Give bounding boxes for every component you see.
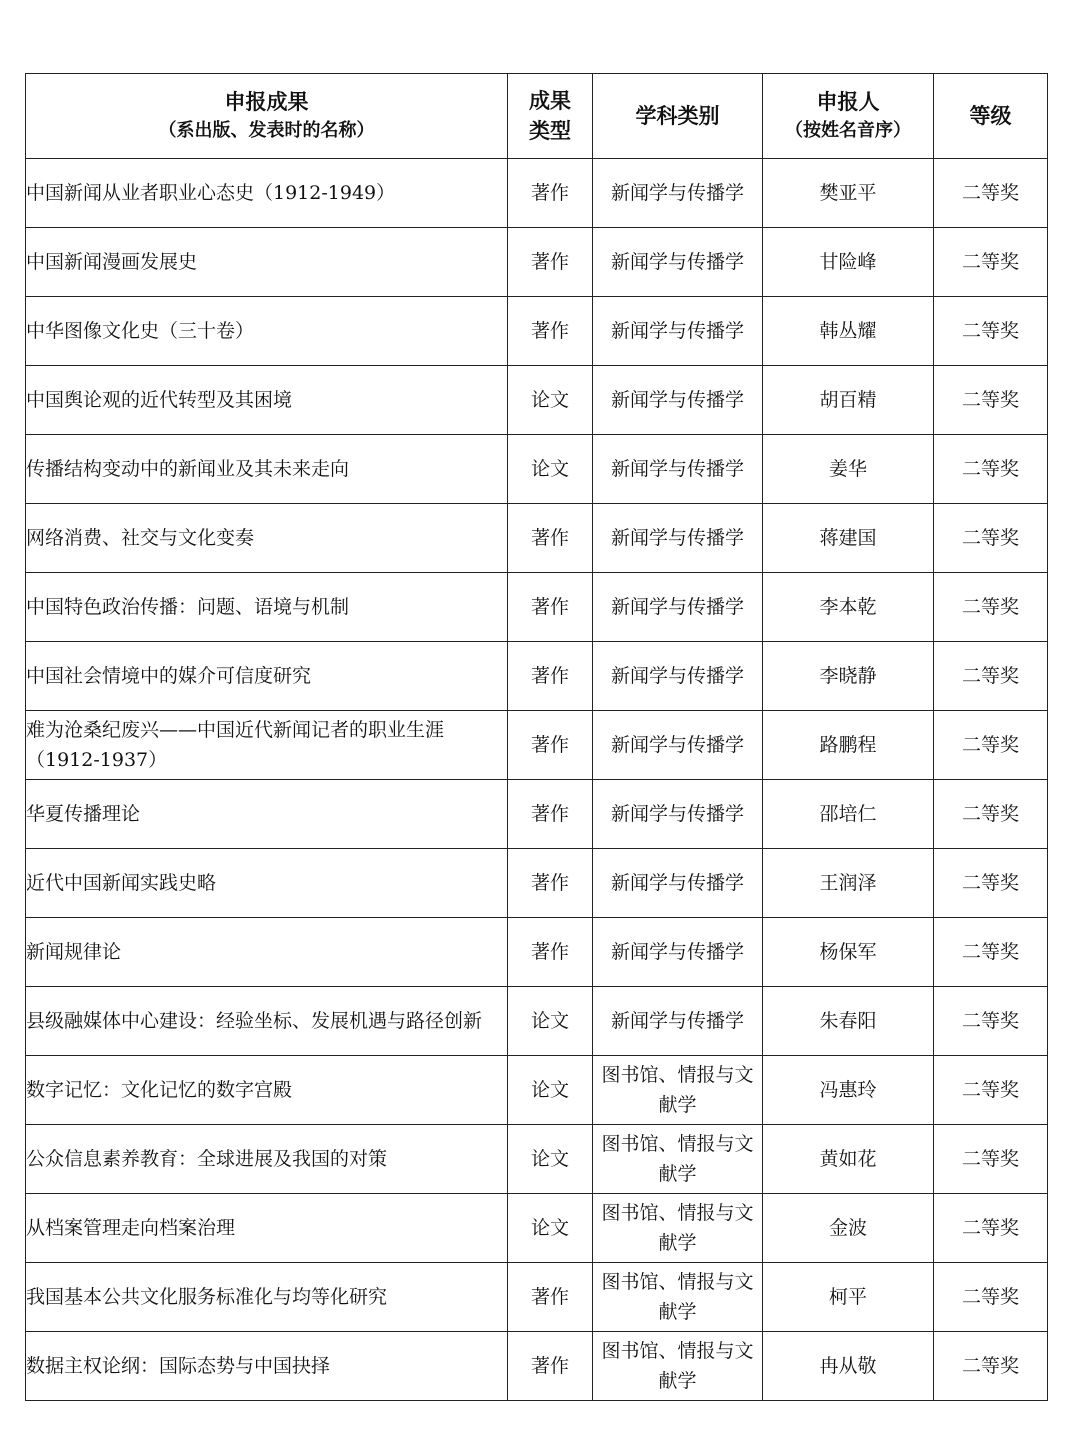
cell-title: 中国新闻漫画发展史 xyxy=(26,228,508,297)
cell-subject: 新闻学与传播学 xyxy=(593,297,763,366)
cell-type: 论文 xyxy=(508,1056,593,1125)
cell-title: 网络消费、社交与文化变奏 xyxy=(26,504,508,573)
cell-title: 公众信息素养教育：全球进展及我国的对策 xyxy=(26,1125,508,1194)
cell-type: 论文 xyxy=(508,1125,593,1194)
header-applicant-main: 申报人 xyxy=(816,90,880,114)
cell-type: 著作 xyxy=(508,642,593,711)
cell-subject: 新闻学与传播学 xyxy=(593,987,763,1056)
cell-type: 论文 xyxy=(508,1194,593,1263)
cell-title: 我国基本公共文化服务标准化与均等化研究 xyxy=(26,1263,508,1332)
cell-title: 数据主权论纲：国际态势与中国抉择 xyxy=(26,1332,508,1401)
cell-applicant: 樊亚平 xyxy=(763,159,934,228)
cell-applicant: 冉从敬 xyxy=(763,1332,934,1401)
table-row xyxy=(26,987,1048,1056)
cell-applicant: 朱春阳 xyxy=(763,987,934,1056)
cell-subject: 新闻学与传播学 xyxy=(593,918,763,987)
cell-grade: 二等奖 xyxy=(934,1194,1048,1263)
cell-title: 从档案管理走向档案治理 xyxy=(26,1194,508,1263)
cell-type: 著作 xyxy=(508,711,593,780)
cell-subject: 新闻学与传播学 xyxy=(593,159,763,228)
cell-subject: 图书馆、情报与文献学 xyxy=(593,1263,763,1332)
cell-applicant: 胡百精 xyxy=(763,366,934,435)
header-achievement-main: 申报成果 xyxy=(224,90,309,114)
cell-subject: 新闻学与传播学 xyxy=(593,711,763,780)
cell-title: 新闻规律论 xyxy=(26,918,508,987)
cell-title: 中国新闻从业者职业心态史（1912-1949） xyxy=(26,159,508,228)
cell-grade: 二等奖 xyxy=(934,228,1048,297)
cell-subject: 新闻学与传播学 xyxy=(593,504,763,573)
cell-type: 著作 xyxy=(508,504,593,573)
cell-applicant: 杨保军 xyxy=(763,918,934,987)
cell-title: 中国特色政治传播：问题、语境与机制 xyxy=(26,573,508,642)
cell-applicant: 王润泽 xyxy=(763,849,934,918)
cell-title: 华夏传播理论 xyxy=(26,780,508,849)
table-row xyxy=(26,711,1048,780)
cell-applicant: 韩丛耀 xyxy=(763,297,934,366)
table-row xyxy=(26,642,1048,711)
table-row xyxy=(26,780,1048,849)
cell-type: 著作 xyxy=(508,573,593,642)
cell-title: 中国舆论观的近代转型及其困境 xyxy=(26,366,508,435)
header-achievement-sub: （系出版、发表时的名称） xyxy=(158,120,375,141)
cell-type: 论文 xyxy=(508,987,593,1056)
table-row xyxy=(26,1194,1048,1263)
header-applicant xyxy=(763,74,934,159)
cell-grade: 二等奖 xyxy=(934,297,1048,366)
table-row xyxy=(26,918,1048,987)
cell-type: 著作 xyxy=(508,780,593,849)
cell-grade: 二等奖 xyxy=(934,159,1048,228)
table-row xyxy=(26,297,1048,366)
cell-type: 著作 xyxy=(508,1263,593,1332)
cell-grade: 二等奖 xyxy=(934,780,1048,849)
cell-applicant: 李本乾 xyxy=(763,573,934,642)
cell-title: 难为沧桑纪废兴——中国近代新闻记者的职业生涯（1912-1937） xyxy=(26,711,508,780)
cell-grade: 二等奖 xyxy=(934,1125,1048,1194)
cell-subject: 新闻学与传播学 xyxy=(593,642,763,711)
table-row xyxy=(26,366,1048,435)
cell-grade: 二等奖 xyxy=(934,1332,1048,1401)
cell-subject: 新闻学与传播学 xyxy=(593,573,763,642)
cell-type: 著作 xyxy=(508,1332,593,1401)
cell-grade: 二等奖 xyxy=(934,918,1048,987)
cell-applicant: 冯惠玲 xyxy=(763,1056,934,1125)
cell-subject: 新闻学与传播学 xyxy=(593,849,763,918)
cell-grade: 二等奖 xyxy=(934,1263,1048,1332)
table-row xyxy=(26,1125,1048,1194)
cell-title: 传播结构变动中的新闻业及其未来走向 xyxy=(26,435,508,504)
table-row xyxy=(26,849,1048,918)
cell-applicant: 柯平 xyxy=(763,1263,934,1332)
cell-subject: 图书馆、情报与文献学 xyxy=(593,1194,763,1263)
cell-subject: 图书馆、情报与文献学 xyxy=(593,1056,763,1125)
header-type xyxy=(508,74,593,159)
cell-grade: 二等奖 xyxy=(934,504,1048,573)
cell-title: 数字记忆：文化记忆的数字宫殿 xyxy=(26,1056,508,1125)
cell-title: 近代中国新闻实践史略 xyxy=(26,849,508,918)
cell-grade: 二等奖 xyxy=(934,642,1048,711)
cell-grade: 二等奖 xyxy=(934,849,1048,918)
cell-grade: 二等奖 xyxy=(934,366,1048,435)
cell-subject: 新闻学与传播学 xyxy=(593,780,763,849)
cell-title: 中华图像文化史（三十卷） xyxy=(26,297,508,366)
table-row xyxy=(26,504,1048,573)
cell-grade: 二等奖 xyxy=(934,573,1048,642)
cell-grade: 二等奖 xyxy=(934,435,1048,504)
header-achievement xyxy=(26,74,508,159)
cell-type: 著作 xyxy=(508,159,593,228)
cell-subject: 图书馆、情报与文献学 xyxy=(593,1332,763,1401)
cell-type: 著作 xyxy=(508,849,593,918)
cell-applicant: 邵培仁 xyxy=(763,780,934,849)
cell-applicant: 黄如花 xyxy=(763,1125,934,1194)
cell-title: 县级融媒体中心建设：经验坐标、发展机遇与路径创新 xyxy=(26,987,508,1056)
header-type-line2: 类型 xyxy=(529,119,571,143)
cell-type: 论文 xyxy=(508,366,593,435)
cell-grade: 二等奖 xyxy=(934,1056,1048,1125)
cell-applicant: 蒋建国 xyxy=(763,504,934,573)
cell-applicant: 甘险峰 xyxy=(763,228,934,297)
cell-grade: 二等奖 xyxy=(934,711,1048,780)
cell-subject: 新闻学与传播学 xyxy=(593,435,763,504)
cell-subject: 图书馆、情报与文献学 xyxy=(593,1125,763,1194)
cell-applicant: 金波 xyxy=(763,1194,934,1263)
cell-applicant: 路鹏程 xyxy=(763,711,934,780)
table-row xyxy=(26,1332,1048,1401)
cell-type: 著作 xyxy=(508,297,593,366)
cell-title: 中国社会情境中的媒介可信度研究 xyxy=(26,642,508,711)
cell-type: 著作 xyxy=(508,918,593,987)
header-type-line1: 成果 xyxy=(529,89,571,113)
table-row xyxy=(26,228,1048,297)
cell-applicant: 李晓静 xyxy=(763,642,934,711)
header-grade: 等级 xyxy=(934,74,1048,159)
table-row xyxy=(26,1263,1048,1332)
cell-subject: 新闻学与传播学 xyxy=(593,228,763,297)
header-subject: 学科类别 xyxy=(593,74,763,159)
awards-table xyxy=(25,73,1048,1401)
cell-grade: 二等奖 xyxy=(934,987,1048,1056)
table-header xyxy=(26,74,1048,159)
cell-subject: 新闻学与传播学 xyxy=(593,366,763,435)
table-row xyxy=(26,573,1048,642)
table-row xyxy=(26,1056,1048,1125)
table-row xyxy=(26,435,1048,504)
header-applicant-sub: （按姓名音序） xyxy=(785,120,911,141)
header-row xyxy=(26,74,1048,159)
cell-type: 论文 xyxy=(508,435,593,504)
table-body xyxy=(26,159,1048,1401)
cell-type: 著作 xyxy=(508,228,593,297)
cell-applicant: 姜华 xyxy=(763,435,934,504)
table-row xyxy=(26,159,1048,228)
